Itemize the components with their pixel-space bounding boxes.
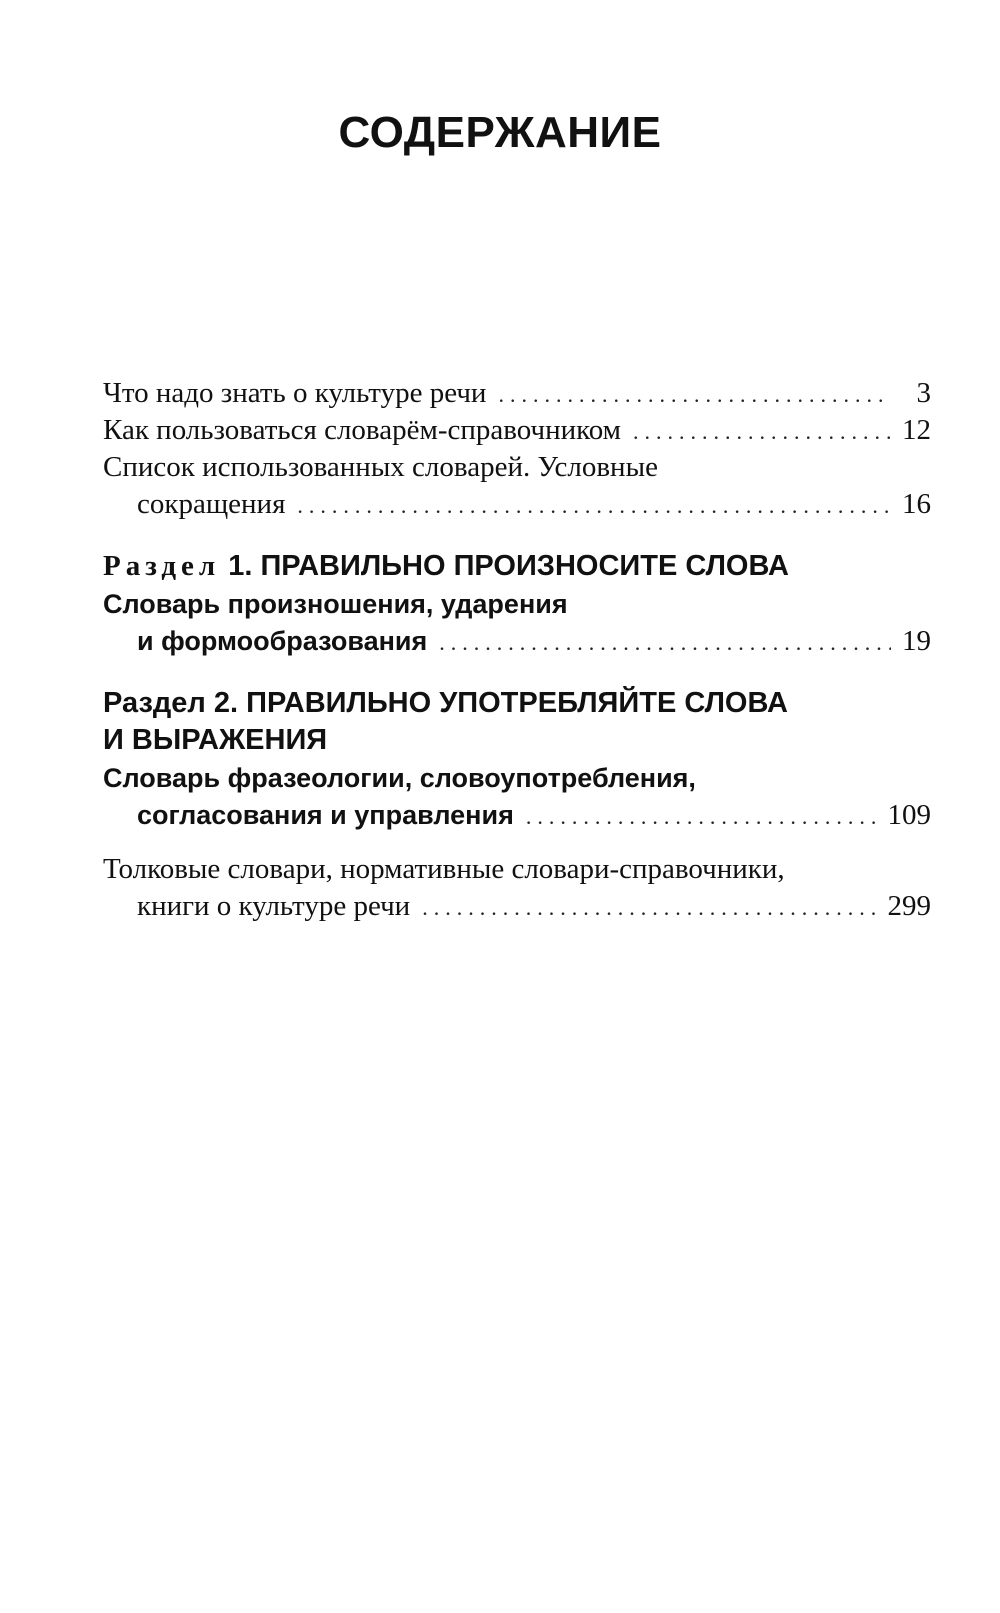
toc-page-number: 109 [887, 799, 931, 831]
section-2-subtitle-cont[interactable] [103, 796, 931, 834]
section-subtitle-text-continued: согласования и управления [137, 800, 514, 830]
toc-page-number: 19 [902, 625, 931, 657]
section-title: Раздел 2. ПРАВИЛЬНО УПОТРЕБЛЯЙТЕ СЛОВА [103, 687, 788, 719]
dot-leader [633, 413, 891, 451]
toc-entry-abbreviations[interactable] [103, 485, 931, 523]
section-2-heading[interactable] [103, 684, 931, 722]
toc-entry-further-reading[interactable] [103, 850, 931, 888]
section-2-heading-cont[interactable] [103, 721, 931, 759]
section-prefix: Раздел [103, 550, 221, 582]
toc-entry-how-to-use[interactable] [103, 411, 931, 449]
section-1-heading[interactable] [103, 547, 931, 585]
toc-entry-text-continued: книги о культуре речи [137, 890, 411, 922]
toc-entry-text-continued: сокращения [137, 488, 286, 520]
section-title: 1. ПРАВИЛЬНО ПРОИЗНОСИТЕ СЛОВА [228, 550, 789, 582]
toc-entry-culture[interactable] [103, 374, 931, 412]
dot-leader [297, 487, 891, 525]
toc-entry-text: Как пользоваться словарём-справочником [103, 414, 622, 446]
toc-page-number: 299 [887, 890, 931, 922]
toc-entry-dictionaries-list[interactable] [103, 448, 931, 486]
dot-leader [422, 889, 881, 927]
dot-leader [439, 624, 891, 662]
section-2-subtitle[interactable] [103, 759, 931, 797]
section-subtitle-text: Словарь фразеологии, словоупотребления, [103, 763, 696, 793]
toc-entry-text: Список использованных словарей. Условные [103, 451, 658, 483]
toc-page-number: 3 [916, 377, 931, 409]
toc-entry-text: Что надо знать о культуре речи [103, 377, 487, 409]
section-subtitle-text-continued: и формообразования [137, 626, 428, 656]
page-title: СОДЕРЖАНИЕ [338, 108, 662, 157]
section-1-subtitle-cont[interactable] [103, 622, 931, 660]
toc-entry-further-reading-cont[interactable] [103, 887, 931, 925]
section-title-continued: И ВЫРАЖЕНИЯ [103, 724, 328, 756]
section-1-subtitle[interactable] [103, 585, 931, 623]
toc-page-number: 16 [902, 488, 931, 520]
toc-entry-text: Толковые словари, нормативные словари-справочники, [103, 853, 785, 885]
dot-leader [498, 376, 891, 414]
section-subtitle-text: Словарь произношения, ударения [103, 589, 568, 619]
dot-leader [526, 798, 882, 836]
toc-page-number: 12 [902, 414, 931, 446]
